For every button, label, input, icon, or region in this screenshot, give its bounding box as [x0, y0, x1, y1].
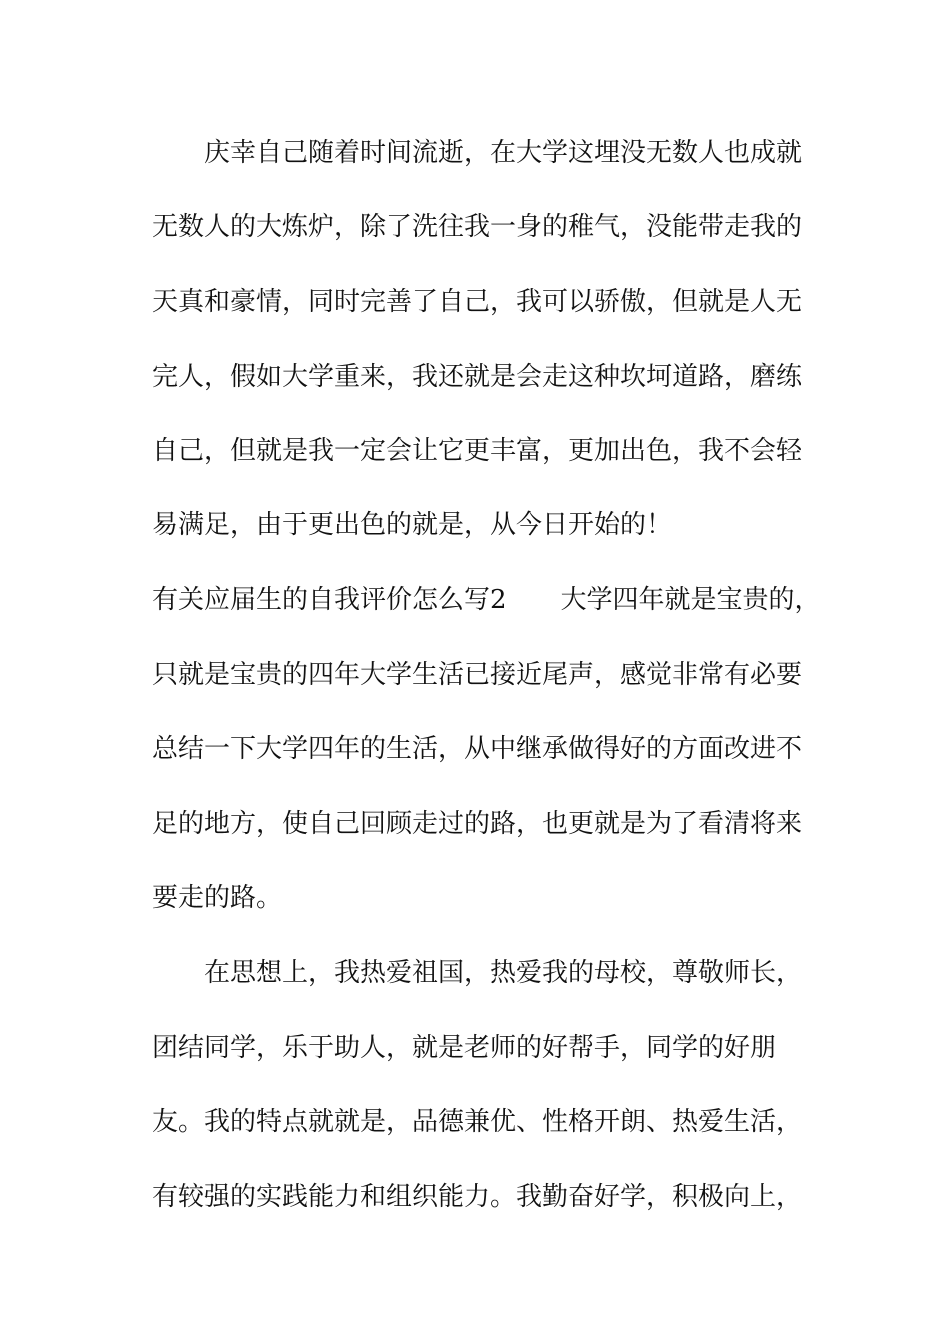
- paragraph-2-line-4: 足的地方，使自己回顾走过的路，也更就是为了看清将来: [152, 809, 803, 839]
- paragraph-1-line-2: 无数人的大炼炉，除了洗往我一身的稚气，没能带走我的: [152, 212, 803, 242]
- paragraph-1-line-4: 完人，假如大学重来，我还就是会走这种坎坷道路，磨练: [152, 362, 803, 392]
- section-heading-line: [152, 583, 821, 617]
- paragraph-2-line-5: 要走的路。: [152, 883, 283, 913]
- paragraph-1-line-3: 天真和豪情，同时完善了自己，我可以骄傲，但就是人无: [152, 287, 803, 317]
- paragraph-3-line-2: 团结同学，乐于助人，就是老师的好帮手，同学的好朋: [152, 1033, 777, 1063]
- paragraph-3-line-4: 有较强的实践能力和组织能力。我勤奋好学，积极向上，: [152, 1182, 803, 1212]
- paragraph-2-line-3: 总结一下大学四年的生活，从中继承做得好的方面改进不: [152, 734, 803, 764]
- paragraph-3-line-3: 友。我的特点就就是，品德兼优、性格开朗、热爱生活，: [152, 1107, 803, 1137]
- paragraph-1-line-6: 易满足，由于更出色的就是，从今日开始的！: [152, 510, 673, 540]
- paragraph-1-line-5: 自己，但就是我一定会让它更丰富，更加出色，我不会轻: [152, 436, 803, 466]
- section-heading: 有关应届生的自我评价怎么写2: [152, 585, 507, 615]
- paragraph-3-line-1: 在思想上，我热爱祖国，热爱我的母校，尊敬师长，: [204, 958, 803, 988]
- paragraph-2-line-2: 只就是宝贵的四年大学生活已接近尾声，感觉非常有必要: [152, 660, 803, 690]
- paragraph-2-line-1: 大学四年就是宝贵的，: [560, 585, 821, 615]
- paragraph-1-line-1: 庆幸自己随着时间流逝，在大学这埋没无数人也成就: [204, 138, 803, 168]
